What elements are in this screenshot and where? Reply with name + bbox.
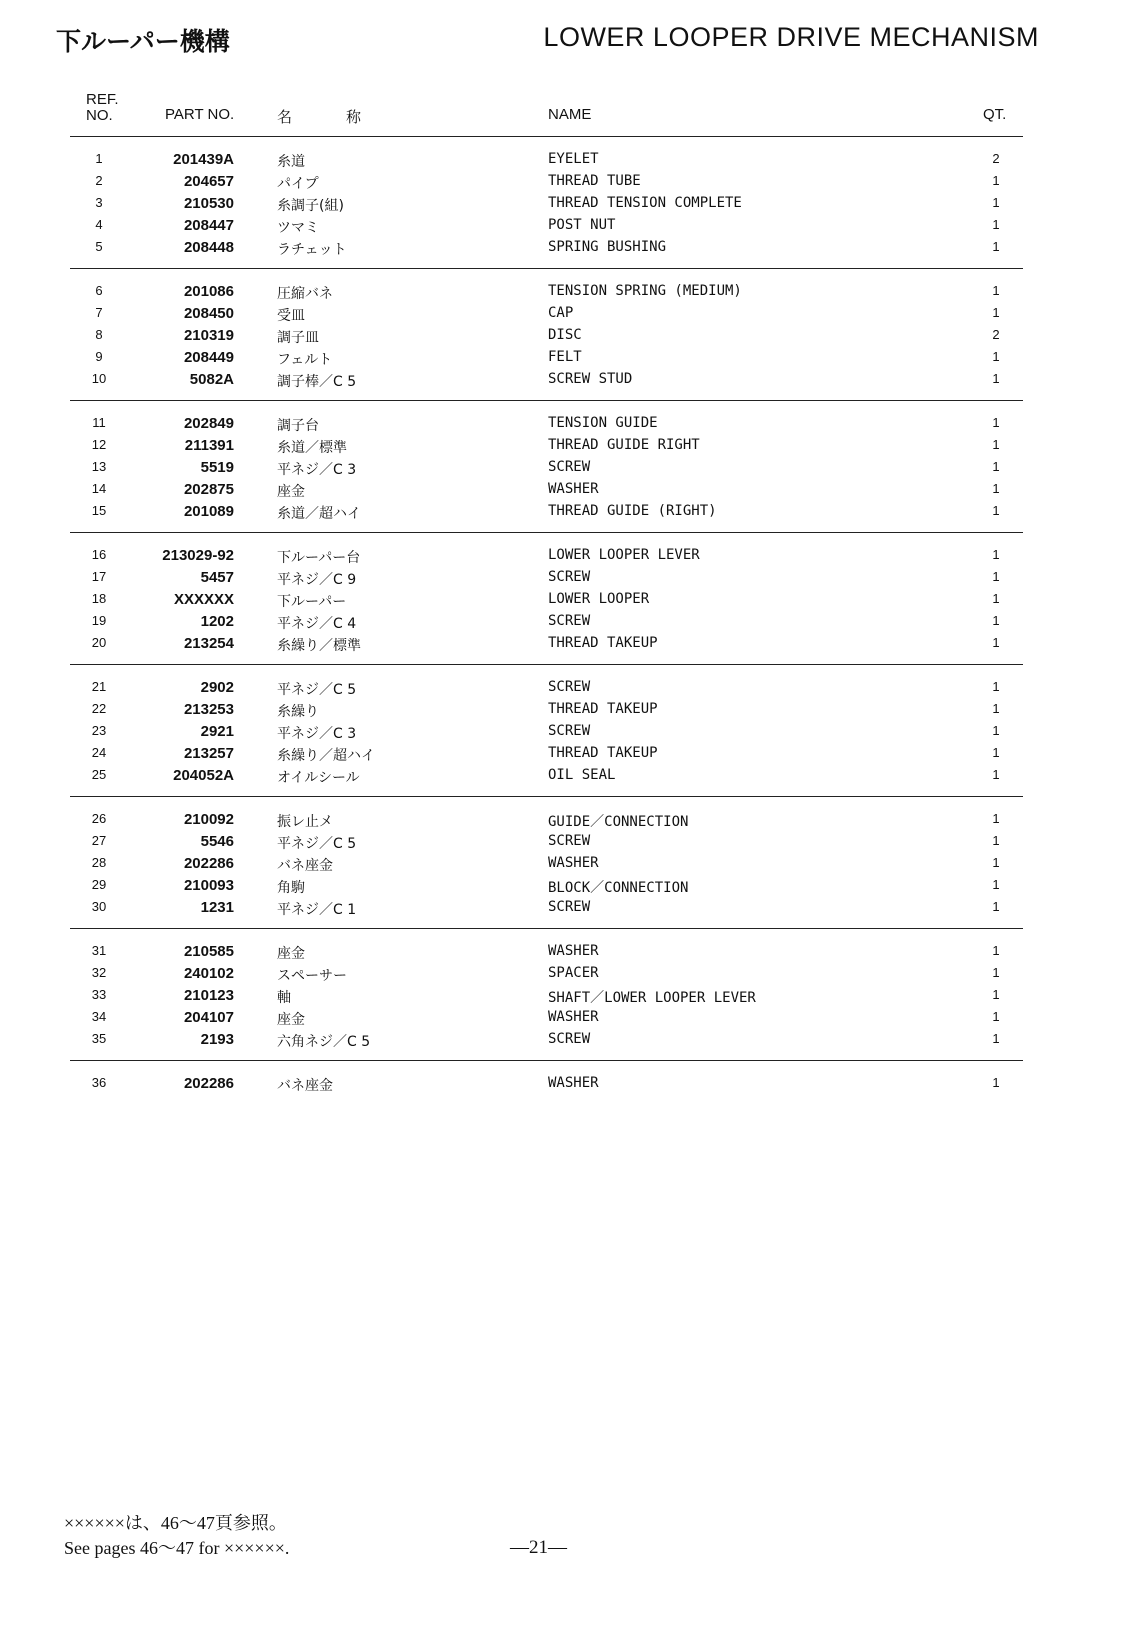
table-row (0, 1028, 1133, 1050)
qty-cell: 1 (992, 459, 1000, 474)
jp-name-cell: 平ネジ／C 9 (277, 572, 357, 588)
name-cell: LOWER LOOPER LEVER (548, 547, 700, 563)
column-header-ref-line1: REF. (86, 91, 119, 108)
name-cell: OIL SEAL (548, 767, 616, 783)
ref-cell: 33 (91, 987, 107, 1002)
name-cell: TENSION GUIDE (548, 415, 658, 431)
qty-cell: 1 (992, 987, 1000, 1002)
jp-name-cell: 平ネジ／C 4 (277, 616, 357, 632)
table-row (0, 434, 1133, 456)
qty-cell: 1 (992, 811, 1000, 826)
part-no-cell: 201439A (173, 151, 234, 168)
ref-cell: 3 (95, 195, 103, 210)
table-row (0, 742, 1133, 764)
jp-name-cell: ツマミ (277, 220, 319, 236)
jp-name-cell: 下ルーパー (277, 594, 347, 610)
qty-cell: 2 (992, 151, 1000, 166)
name-cell: WASHER (548, 1075, 599, 1091)
name-cell: SHAFT／LOWER LOOPER LEVER (548, 990, 756, 1006)
name-cell: LOWER LOOPER (548, 591, 650, 607)
part-no-cell: 210123 (183, 987, 234, 1004)
jp-name-cell: ラチェット (277, 242, 347, 258)
part-no-cell: 202286 (183, 1075, 234, 1092)
jp-name-cell: 糸繰り／超ハイ (277, 748, 375, 764)
table-row (0, 632, 1133, 654)
qty-cell: 1 (992, 965, 1000, 980)
ref-cell: 32 (91, 965, 107, 980)
ref-cell: 35 (91, 1031, 107, 1046)
table-row (0, 170, 1133, 192)
ref-cell: 31 (91, 943, 107, 958)
part-no-cell: 208447 (183, 217, 234, 234)
name-cell: SCREW STUD (548, 371, 633, 387)
qty-cell: 1 (992, 701, 1000, 716)
name-cell: SCREW (548, 613, 591, 629)
jp-name-cell: 調子台 (277, 418, 319, 434)
part-no-cell: 5082A (189, 371, 234, 388)
name-cell: THREAD TENSION COMPLETE (548, 195, 742, 211)
table-row (0, 412, 1133, 434)
qty-cell: 1 (992, 679, 1000, 694)
column-header-jp-name: 名称 (277, 109, 416, 126)
table-row (0, 852, 1133, 874)
qty-cell: 1 (992, 547, 1000, 562)
ref-cell: 7 (95, 305, 103, 320)
jp-name-cell: 軸 (277, 990, 291, 1006)
ref-cell: 20 (91, 635, 107, 650)
qty-cell: 1 (992, 635, 1000, 650)
jp-name-cell: 糸繰り／標準 (277, 638, 361, 654)
table-row (0, 214, 1133, 236)
column-header-qty: QT. (983, 106, 1007, 123)
jp-name-cell: 座金 (277, 946, 305, 962)
ref-cell: 16 (91, 547, 107, 562)
part-no-cell: 208448 (183, 239, 234, 256)
part-no-cell: 202875 (183, 481, 234, 498)
ref-cell: 36 (91, 1075, 107, 1090)
ref-cell: 27 (91, 833, 107, 848)
qty-cell: 1 (992, 349, 1000, 364)
jp-name-cell: 平ネジ／C 5 (277, 682, 357, 698)
part-no-cell: 208449 (183, 349, 234, 366)
jp-name-cell: 糸道／超ハイ (277, 506, 361, 522)
part-no-cell: 213029-92 (162, 547, 234, 564)
ref-cell: 10 (91, 371, 107, 386)
parts-group (0, 676, 1133, 786)
table-row (0, 698, 1133, 720)
qty-cell: 1 (992, 503, 1000, 518)
jp-name-cell: 圧縮バネ (277, 286, 333, 302)
name-cell: SPACER (548, 965, 599, 981)
ref-cell: 8 (95, 327, 103, 342)
part-no-cell: 208450 (183, 305, 234, 322)
qty-cell: 1 (992, 723, 1000, 738)
page-title-jp: 下ルーパー機構 (56, 27, 230, 56)
qty-cell: 1 (992, 767, 1000, 782)
table-row (0, 544, 1133, 566)
ref-cell: 15 (91, 503, 107, 518)
part-no-cell: 210093 (183, 877, 234, 894)
table-row (0, 280, 1133, 302)
group-divider (70, 400, 1023, 401)
jp-name-cell: フェルト (277, 352, 333, 368)
ref-cell: 26 (91, 811, 107, 826)
part-no-cell: 201086 (183, 283, 234, 300)
table-row (0, 896, 1133, 918)
ref-cell: 12 (91, 437, 107, 452)
column-header-ref-line2: NO. (86, 107, 113, 124)
jp-name-cell: 六角ネジ／C 5 (277, 1034, 371, 1050)
ref-cell: 17 (91, 569, 107, 584)
table-row (0, 1072, 1133, 1094)
parts-group (0, 148, 1133, 258)
ref-cell: 30 (91, 899, 107, 914)
ref-cell: 25 (91, 767, 107, 782)
name-cell: WASHER (548, 943, 599, 959)
parts-group (0, 940, 1133, 1050)
name-cell: THREAD TAKEUP (548, 701, 658, 717)
qty-cell: 1 (992, 1031, 1000, 1046)
name-cell: GUIDE／CONNECTION (548, 814, 689, 830)
ref-cell: 9 (95, 349, 103, 364)
jp-name-cell: 座金 (277, 1012, 305, 1028)
ref-cell: 34 (91, 1009, 107, 1024)
parts-group (0, 280, 1133, 390)
part-no-cell: 2193 (200, 1031, 234, 1048)
name-cell: SCREW (548, 833, 591, 849)
part-no-cell: 210530 (183, 195, 234, 212)
footnote-en: See pages 46〜47 for ××××××. (64, 1538, 290, 1558)
ref-cell: 13 (91, 459, 107, 474)
table-row (0, 588, 1133, 610)
table-row (0, 874, 1133, 896)
ref-cell: 22 (91, 701, 107, 716)
part-no-cell: 5519 (200, 459, 234, 476)
ref-cell: 4 (95, 217, 103, 232)
column-header-ref (86, 92, 119, 124)
table-row (0, 236, 1133, 258)
ref-cell: 29 (91, 877, 107, 892)
ref-cell: 21 (91, 679, 107, 694)
qty-cell: 1 (992, 437, 1000, 452)
qty-cell: 1 (992, 1009, 1000, 1024)
table-row (0, 610, 1133, 632)
table-row (0, 500, 1133, 522)
jp-name-cell: 調子皿 (277, 330, 319, 346)
group-divider (70, 1060, 1023, 1061)
table-row (0, 720, 1133, 742)
part-no-cell: 202286 (183, 855, 234, 872)
part-no-cell: 5546 (200, 833, 234, 850)
table-row (0, 962, 1133, 984)
part-no-cell: 210319 (183, 327, 234, 344)
qty-cell: 1 (992, 283, 1000, 298)
table-row (0, 830, 1133, 852)
name-cell: SCREW (548, 459, 591, 475)
group-divider (70, 268, 1023, 269)
part-no-cell: 213257 (183, 745, 234, 762)
table-row (0, 324, 1133, 346)
jp-name-cell: バネ座金 (277, 858, 333, 874)
qty-cell: 1 (992, 1075, 1000, 1090)
ref-cell: 1 (95, 151, 103, 166)
table-row (0, 764, 1133, 786)
table-row (0, 148, 1133, 170)
qty-cell: 1 (992, 481, 1000, 496)
jp-name-cell: 座金 (277, 484, 305, 500)
jp-name-cell: 糸繰り (277, 704, 319, 720)
qty-cell: 1 (992, 569, 1000, 584)
table-row (0, 940, 1133, 962)
table-row (0, 566, 1133, 588)
part-no-cell: XXXXXX (173, 591, 234, 608)
parts-group (0, 412, 1133, 522)
ref-cell: 6 (95, 283, 103, 298)
part-no-cell: 204052A (173, 767, 234, 784)
name-cell: SCREW (548, 679, 591, 695)
qty-cell: 1 (992, 239, 1000, 254)
table-row (0, 368, 1133, 390)
name-cell: WASHER (548, 1009, 599, 1025)
name-cell: THREAD GUIDE (RIGHT) (548, 503, 717, 519)
part-no-cell: 210585 (183, 943, 234, 960)
qty-cell: 2 (992, 327, 1000, 342)
table-row (0, 478, 1133, 500)
group-divider (70, 928, 1023, 929)
ref-cell: 14 (91, 481, 107, 496)
name-cell: SPRING BUSHING (548, 239, 667, 255)
jp-name-cell: スペーサー (277, 968, 347, 984)
footnote-jp: ××××××は、46〜47頁参照。 (64, 1513, 287, 1533)
table-row (0, 302, 1133, 324)
ref-cell: 18 (91, 591, 107, 606)
column-header-part-no: PART NO. (165, 106, 235, 123)
jp-name-cell: 平ネジ／C 5 (277, 836, 357, 852)
part-no-cell: 210092 (183, 811, 234, 828)
table-row (0, 676, 1133, 698)
name-cell: FELT (548, 349, 582, 365)
table-row (0, 808, 1133, 830)
parts-group (0, 544, 1133, 654)
jp-name-cell: 平ネジ／C 3 (277, 462, 357, 478)
qty-cell: 1 (992, 591, 1000, 606)
table-header (0, 92, 1133, 132)
qty-cell: 1 (992, 195, 1000, 210)
name-cell: POST NUT (548, 217, 616, 233)
part-no-cell: 240102 (183, 965, 234, 982)
table-row (0, 456, 1133, 478)
parts-group (0, 808, 1133, 918)
jp-name-cell: 平ネジ／C 1 (277, 902, 357, 918)
ref-cell: 2 (95, 173, 103, 188)
page-number: —21— (510, 1537, 567, 1558)
group-divider (70, 664, 1023, 665)
ref-cell: 11 (92, 415, 106, 430)
name-cell: SCREW (548, 569, 591, 585)
group-divider (70, 532, 1023, 533)
jp-name-cell: 下ルーパー台 (277, 550, 361, 566)
table-row (0, 984, 1133, 1006)
ref-cell: 19 (91, 613, 107, 628)
jp-name-cell: 平ネジ／C 3 (277, 726, 357, 742)
part-no-cell: 213253 (183, 701, 234, 718)
parts-group (0, 1072, 1133, 1094)
part-no-cell: 1202 (200, 613, 234, 630)
name-cell: WASHER (548, 855, 599, 871)
header-rule (70, 136, 1023, 137)
name-cell: THREAD TUBE (548, 173, 641, 189)
table-row (0, 192, 1133, 214)
ref-cell: 28 (91, 855, 107, 870)
qty-cell: 1 (992, 943, 1000, 958)
qty-cell: 1 (992, 833, 1000, 848)
jp-name-cell: 調子棒／C 5 (277, 374, 357, 390)
name-cell: SCREW (548, 1031, 591, 1047)
qty-cell: 1 (992, 217, 1000, 232)
qty-cell: 1 (992, 415, 1000, 430)
column-header-name: NAME (548, 106, 592, 123)
name-cell: TENSION SPRING (MEDIUM) (548, 283, 742, 299)
part-no-cell: 204657 (183, 173, 234, 190)
qty-cell: 1 (992, 745, 1000, 760)
jp-name-cell: 糸道 (277, 154, 305, 170)
qty-cell: 1 (992, 305, 1000, 320)
name-cell: WASHER (548, 481, 599, 497)
name-cell: EYELET (548, 151, 599, 167)
part-no-cell: 1231 (200, 899, 234, 916)
name-cell: THREAD TAKEUP (548, 635, 658, 651)
ref-cell: 5 (95, 239, 103, 254)
group-divider (70, 796, 1023, 797)
name-cell: DISC (548, 327, 582, 343)
jp-name-cell: 糸調子(組) (277, 198, 344, 214)
qty-cell: 1 (992, 877, 1000, 892)
part-no-cell: 2921 (200, 723, 234, 740)
part-no-cell: 202849 (183, 415, 234, 432)
jp-name-cell: 振レ止メ (277, 814, 333, 830)
jp-name-cell: 糸道／標準 (277, 440, 347, 456)
name-cell: THREAD GUIDE RIGHT (548, 437, 700, 453)
part-no-cell: 213254 (183, 635, 234, 652)
name-cell: THREAD TAKEUP (548, 745, 658, 761)
name-cell: SCREW (548, 899, 591, 915)
name-cell: BLOCK／CONNECTION (548, 880, 689, 896)
qty-cell: 1 (992, 899, 1000, 914)
part-no-cell: 204107 (183, 1009, 234, 1026)
name-cell: CAP (548, 305, 574, 321)
table-row (0, 1006, 1133, 1028)
jp-name-cell: パイプ (277, 176, 319, 192)
table-row (0, 346, 1133, 368)
qty-cell: 1 (992, 613, 1000, 628)
jp-name-cell: バネ座金 (277, 1078, 333, 1094)
ref-cell: 24 (91, 745, 107, 760)
name-cell: SCREW (548, 723, 591, 739)
part-no-cell: 5457 (200, 569, 234, 586)
part-no-cell: 2902 (200, 679, 234, 696)
page-title-en: LOWER LOOPER DRIVE MECHANISM (543, 22, 1039, 52)
qty-cell: 1 (992, 173, 1000, 188)
jp-name-cell: 受皿 (277, 308, 305, 324)
ref-cell: 23 (91, 723, 107, 738)
part-no-cell: 201089 (183, 503, 234, 520)
jp-name-cell: 角駒 (277, 880, 305, 896)
qty-cell: 1 (992, 855, 1000, 870)
jp-name-cell: オイルシール (277, 770, 360, 786)
qty-cell: 1 (992, 371, 1000, 386)
part-no-cell: 211391 (184, 437, 234, 454)
